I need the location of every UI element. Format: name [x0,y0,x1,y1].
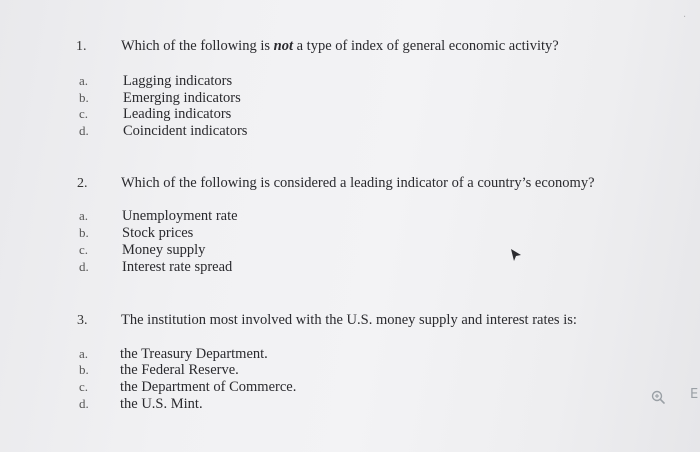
corner-mark: · [683,12,687,23]
option-text: Emerging indicators [123,90,241,106]
option-letter: a. [79,346,89,361]
option-d[interactable] [0,259,700,276]
option-text: Money supply [122,242,206,258]
option-letter: b. [79,90,89,105]
option-letter: c. [79,242,89,257]
option-d[interactable] [0,396,700,413]
option-letter: b. [79,362,89,377]
option-c[interactable] [0,242,700,259]
question-number: 1. [76,39,87,54]
option-d[interactable] [0,123,700,140]
option-b[interactable] [0,90,700,107]
truncated-icon: E [690,387,699,402]
option-text: the Treasury Department. [120,346,268,362]
option-letter: d. [79,259,89,274]
option-letter: c. [79,379,89,394]
option-text: Leading indicators [123,106,232,122]
stem-emphasis: not [273,38,293,54]
option-a[interactable] [0,346,700,363]
stem-text: a type of index of general economic activity? [292,38,559,54]
option-c[interactable] [0,379,700,396]
zoom-in-icon[interactable] [650,389,666,405]
option-letter: a. [79,73,89,88]
question-stem [121,175,595,192]
option-letter: a. [79,208,89,223]
question-stem [121,38,559,55]
question-number: 3. [77,313,88,328]
option-letter: d. [79,396,89,411]
option-text: Stock prices [122,225,194,241]
option-text: Interest rate spread [122,259,233,275]
option-text: the Department of Commerce. [120,379,297,395]
option-a[interactable] [0,208,700,225]
option-text: Lagging indicators [123,73,233,89]
option-c[interactable] [0,106,700,123]
option-text: Unemployment rate [122,208,238,224]
question-number: 2. [77,176,88,191]
stem-text: The institution most involved with the U.S. money supply and interest rates is: [121,312,577,328]
option-text: the U.S. Mint. [120,396,203,412]
option-text: the Federal Reserve. [120,362,239,378]
mouse-pointer-icon [509,248,523,262]
option-a[interactable] [0,73,700,90]
option-letter: b. [79,225,89,240]
option-b[interactable] [0,362,700,379]
option-letter: d. [79,123,89,138]
stem-text: Which of the following is [121,38,274,54]
option-letter: c. [79,106,89,121]
option-b[interactable] [0,225,700,242]
stem-text: Which of the following is considered a leading indicator of a country’s economy? [121,175,595,191]
question-stem [121,312,577,329]
option-text: Coincident indicators [123,123,248,139]
